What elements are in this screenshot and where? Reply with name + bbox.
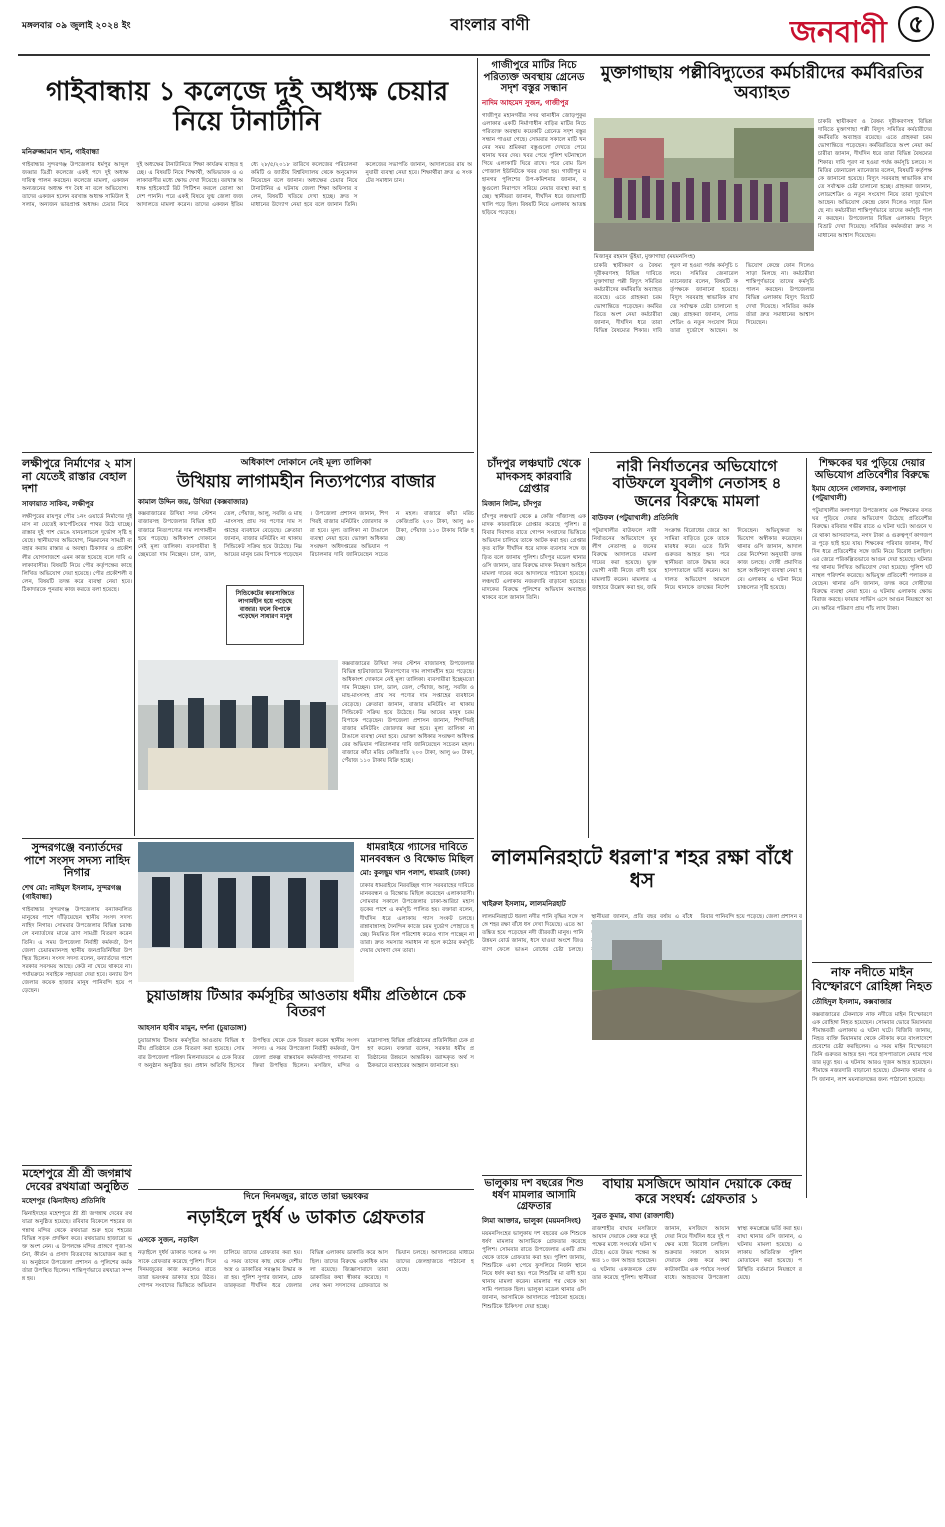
photo-caption: মিজানুর রহমান ভুঁইয়া, মুক্তাগাছা (ময়মনসিংহ) [594,254,696,260]
byline: বাউফল (পটুয়াখালী) প্রতিনিধি [592,513,679,522]
photo-cheque-ceremony [138,842,354,982]
headline: মুক্তাগাছায় পল্লীবিদ্যুতের কর্মচারীদের কর্মবিরতির অব্যাহত [600,63,924,103]
headline: বাঘায় মসজিদে আযান দেয়াকে কেন্দ্র করে সংঘর্ষ: গ্রেফতার ১ [602,1177,792,1207]
article-maheshpur [22,1168,132,1518]
pullquote: সিন্ডিকেটের কারসাজিতে লাগামহীন হয়ে পড়েছে বাজার। ফলে বিপাকে পড়েছেন সাধারণ মানুষ [235,590,295,621]
headline: শিক্ষকের ঘর পুড়িয়ে দেয়ার অভিযোগ প্রতিবেশীর বিরুদ্ধে [814,458,930,481]
byline: শেখ মো: নাঈমুল ইসলাম, সুন্দরগঞ্জ (গাইবান্ধা) [22,883,122,902]
body: ঢাকার ধামরাইয়ে নিরবচ্ছিন্ন গ্যাস সরবরাহের দাবিতে মানববন্ধন ও বিক্ষোভ মিছিল করেছেন এলাকাবাসী। সোমবার সকালে উপজেলার ঢাকা-আরিচা মহাসড়কের পাশে এ কর্মসূচি পালিত হয়। বক্তারা বলেন, দীর্ঘদিন ধরে এলাকায় গ্যাস সংকট চলছে। রান্নাবান্নাসহ দৈনন্দিন কাজে চরম দুর্ভোগ পোহাতে হচ্ছে। নিয়মিত বিল পরিশোধ করেও গ্যাস পাচ্ছেন না তারা। দ্রুত সমস্যার সমাধান না হলে কঠোর কর্মসূচি দেয়ার ঘোষণা দেন তারা। [360,883,476,954]
body-continued: কক্সবাজারের উখিয়া সদর স্টেশন বাজারসহ উপজেলার বিভিন্ন হাটবাজারে নিত্যপণ্যের দাম লাগামহীন হয়ে পড়েছে। অধিকাংশ দোকানে নেই মূল্য তালিকা। ব্যবসায়ীরা ইচ্ছেমতো দাম নিচ্ছেন। চাল, ডাল, তেল, পেঁয়াজ, আলু, সবজি ও মাছ-মাংসসহ প্রায় সব পণ্যের দাম সপ্তাহের ব্যবধানে বেড়েছে। ক্রেতারা জানান, বাজার মনিটরিং না থাকায় সিন্ডিকেট সক্রিয় হয়ে উঠেছে। নিম্ন আয়ের মানুষ চরম বিপাকে পড়েছেন। উপজেলা প্রশাসন জানান, শিগগিরই বাজার মনিটরিং জোরদার করা হবে। মূল্য তালিকা না টাঙালে ব্যবস্থা নেয়া হবে। ভোক্তা অধিকার সংরক্ষণ অধিদপ্তরের অভিযান পরিচালনার দাবি জানিয়েছেন সচেতন মহল। বাজারে কাঁচা মরিচ কেজিপ্রতি ২০০ টাকা, আলু ৬০ টাকা, পেঁয়াজ ১১০ টাকায় বিক্রি হচ্ছে। [342,661,476,765]
byline: মহেশপুর (ঝিনাইদহ) প্রতিনিধি [22,1197,106,1206]
article-naf-river [812,966,932,1516]
divider [22,452,474,453]
byline: কামাল উদ্দিন জয়, উখিয়া (কক্সবাজার) [138,498,249,507]
article-gaibandha [22,60,472,450]
divider [22,838,474,839]
byline: তৌহিদুল ইসলাম, কক্সবাজার [812,997,892,1006]
article-chandpur [482,458,586,838]
byline: লিমা আক্তার, ভালুকা (ময়মনসিংহ) [482,1216,582,1225]
body: ময়মনসিংহের ভালুকায় দশ বছরের এক শিশুকে ধর্ষণ মামলার আসামিকে গ্রেফতার করেছে পুলিশ। সোমবার রাতে উপজেলার একটি গ্রাম থেকে তাকে গ্রেফতার করা হয়। পুলিশ জানায়, শিশুটিকে একা পেয়ে ফুসলিয়ে নির্জন স্থানে নিয়ে ধর্ষণ করা হয়। পরে শিশুটির মা বাদী হয়ে থানায় মামলা করেন। মামলার পর থেকে আসামি পলাতক ছিল। ভালুকা মডেল থানার ওসি জানান, আসামিকে আদালতে পাঠানো হয়েছে। শিশুটিকে চিকিৎসা দেয়া হচ্ছে। [482,1230,588,1310]
byline: সাফায়াত সাকিব, লক্ষীপুর [22,499,94,508]
headline: ভালুকায় দশ বছরের শিশু ধর্ষণ মামলার আসামি গ্রেফতার [484,1178,584,1212]
headline: সুন্দরগঞ্জে বন্যার্তদের পাশে সংসদ সদস্য নাহিদ নিগার [23,841,131,880]
body: ঝিনাইদহের মহেশপুরে শ্রী শ্রী জগন্নাথ দেবের রথযাত্রা অনুষ্ঠিত হয়েছে। রবিবার বিকেলে শহরের জগন্নাথ মন্দির থেকে রথযাত্রা শুরু হয়ে শহরের বিভিন্ন সড়ক প্রদক্ষিণ করে। রথযাত্রায় হাজারো ভক্ত অংশ নেন। এ উপলক্ষে মন্দির প্রাঙ্গণে পূজা-অর্চনা, কীর্তন ও প্রসাদ বিতরণের আয়োজন করা হয়। অনুষ্ঠানে উপজেলা প্রশাসন ও পুলিশের কর্মকর্তারা উপস্থিত ছিলেন। শান্তিপূর্ণভাবে রথযাত্রা সম্পন্ন হয়। [22,1211,134,1283]
article-bauphal [592,458,802,838]
body: কক্সবাজারের টেকনাফে নাফ নদীতে মাইন বিস্ফোরণে এক রোহিঙ্গা নিহত হয়েছেন। সোমবার ভোরে মিয়ানমার সীমান্তবর্তী এলাকায় এ ঘটনা ঘটে। বিজিবি জানায়, নিহত ব্যক্তি মিয়ানমার থেকে নৌকায় করে বাংলাদেশে প্রবেশের চেষ্টা করছিলেন। এ সময় মাইন বিস্ফোরণে তিনি গুরুতর আহত হন। পরে হাসপাতালে নেয়ার পথে তার মৃত্যু হয়। এ ঘটনায় আরও দুজন আহত হয়েছেন। সীমান্তে নজরদারি বাড়ানো হয়েছে। টেকনাফ থানার ওসি জানান, লাশ ময়নাতদন্তের জন্য পাঠানো হয়েছে। [812,1011,934,1083]
article-sundarganj [22,842,132,1162]
article-lakshmipur [22,458,132,833]
body: গাইবান্ধার সুন্দরগঞ্জ উপজেলার ধর্মপুর আব্দুল জব্বার ডিগ্রী কলেজে একই পদে দুই অধ্যক্ষ দায়িত্ব পালন করছেন। কলেজে মামলা, একজন অন্যজনের অধ্যক্ষ পদ বৈধ না বলে অভিযোগ। তাদের একজন হলেন বরখাস্ত অধ্যক্ষ সামিউল ইসলাম, অন্যজন ভারপ্রাপ্ত অধ্যক্ষ। চেয়ার নিয়ে দুই অধ্যক্ষের টানাটানিতে শিক্ষা কার্যক্রম ব্যাহত হচ্ছে। এ বিষয়টি নিয়ে শিক্ষার্থী, অভিভাবক ও এলাকাবাসীর মধ্যে ক্ষোভ দেখা দিয়েছে। বরখাস্ত অধ্যক্ষ হাইকোর্টে রিট পিটিশন করলে তোলা আদেশ পাননি। পরে একই বিষয়ে যুগ্ম জেলা জজ আদালতে মামলা করেন। তাদের একজন ইতিমধ্যে ২৮/৫/২০১৮ তারিখে কলেজের পরিচালনা কমিটি ও জাতীয় বিশ্ববিদ্যালয় থেকে অনুমোদন নিয়েছেন বলে জানান। অধ্যক্ষের চেয়ার নিয়ে টানাটানির এ ঘটনায় জেলা শিক্ষা অফিসার বলেন, বিষয়টি খতিয়ে দেখা হচ্ছে। দ্রুত সমাধানের উদ্যোগ নেয়া হবে বলে জানান তিনি। কলেজের সভাপতি জানান, আদালতের রায় অনুযায়ী ব্যবস্থা নেয়া হবে। শিক্ষার্থীরা দ্রুত এ সংকটের সমাধান চান। [22,161,472,209]
byline: সুব্রত কুমার, বাঘা (রাজশাহী) [592,1211,675,1220]
headline: নারী নির্যাতনের অভিযোগে বাউফলে যুবলীগ নেতাসহ ৪ জনের বিরুদ্ধে মামলা [612,457,782,510]
byline: ইমাম হোসেন গোলদার, কলাপাড়া (পটুয়াখালী) [812,485,906,503]
photo-protest-line [594,118,814,251]
headline: নাফ নদীতে মাইন বিস্ফোরণে রোহিঙ্গা নিহত [812,965,933,993]
issue-date: মঙ্গলবার ০৯ জুলাই ২০২৪ ইং [22,21,131,31]
page-number: ৫ [898,6,934,42]
headline: লক্ষীপুরে নির্মাণের ২ মাস না যেতেই রাস্তার বেহাল দশা [22,457,132,496]
body: গাজীপুর মহানগরীর সদর থানাধীন জোড়পুকুর এলাকার একটি নির্মাণাধীন বাড়ির মাটির নিচে পরিত্যক্ত অবস্থায় কয়েকটি গ্রেনেড সদৃশ বস্তুর সন্ধান পাওয়া গেছে। সোমবার সকালে মাটি খননের সময় শ্রমিকরা বস্তুগুলো দেখতে পেয়ে থানায় খবর দেয়। খবর পেয়ে পুলিশ ঘটনাস্থলে গিয়ে এলাকাটি ঘিরে রাখে। পরে বোম ডিসপোজাল ইউনিটকে খবর দেয়া হয়। গাজীপুর মহানগর পুলিশের উপ-কমিশনার জানান, বস্তুগুলো নিরাপদে সরিয়ে নেয়ার ব্যবস্থা করা হচ্ছে। স্থানীয়রা জানান, দীর্ঘদিন ধরে জায়গাটি খালি পড়ে ছিল। বিষয়টি নিয়ে এলাকায় আতঙ্ক ছড়িয়ে পড়েছে। [482,112,588,216]
body: রাজশাহীর বাঘায় মসজিদে আযান দেয়াকে কেন্দ্র করে দুই পক্ষের মধ্যে সংঘর্ষের ঘটনা ঘটেছে। এতে উভয় পক্ষের অন্তত ১০ জন আহত হয়েছেন। এ ঘটনায় একজনকে গ্রেফতার করেছে পুলিশ। স্থানীয়রা জানান, মসজিদে আযান দেয়া নিয়ে দীর্ঘদিন ধরে দুই পক্ষের মধ্যে বিরোধ চলছিল। শুক্রবার সকালে আযান দেয়াকে কেন্দ্র করে কথা কাটাকাটির এক পর্যায়ে সংঘর্ষ বাধে। আহতদের উপজেলা স্বাস্থ্য কমপ্লেক্সে ভর্তি করা হয়। বাঘা থানার ওসি জানান, এ ঘটনায় মামলা হয়েছে। এলাকায় অতিরিক্ত পুলিশ মোতায়েন করা হয়েছে। পরিস্থিতি বর্তমানে নিয়ন্ত্রণে রয়েছে। [592,1225,804,1281]
headline: গাইবান্ধায় ১ কলেজে দুই অধ্যক্ষ চেয়ার নিয়ে টানাটানি [45,77,449,137]
divider [477,58,478,938]
section-title: বাংলার বাণী [450,15,530,34]
body: লালমনিরহাটে ধরলা নদীর পানি বৃদ্ধির সঙ্গে সঙ্গে শহর রক্ষা বাঁধে ধস দেখা দিয়েছে। এতে আতঙ্কিত হয়ে পড়েছেন নদী তীরবর্তী মানুষ। পানি উন্নয়ন বোর্ড জানায়, ধসে যাওয়া অংশে জিওব্যাগ ফেলে ভাঙন রোধের চেষ্টা চলছে। স্থানীয়রা জানান, প্রতি বছর বর্ষায় এ বাঁধে রিবার পানিবন্দি হয়ে পড়েছে। জেলা প্রশাসন ব [482,914,802,953]
byline: খাইরুল ইসলাম, লালমনিরহাট [482,900,566,908]
masthead [0,0,945,62]
body: কক্সবাজারের উখিয়া সদর স্টেশন বাজারসহ উপজেলার বিভিন্ন হাটবাজারে নিত্যপণ্যের দাম লাগামহীন হয়ে পড়েছে। অধিকাংশ দোকানে নেই মূল্য তালিকা। ব্যবসায়ীরা ইচ্ছেমতো দাম নিচ্ছেন। চাল, ডাল, তেল, পেঁয়াজ, আলু, সবজি ও মাছ-মাংসসহ প্রায় সব পণ্যের দাম সপ্তাহের ব্যবধানে বেড়েছে। ক্রেতারা জানান, বাজার মনিটরিং না থাকায় সিন্ডিকেট সক্রিয় হয়ে উঠেছে। নিম্ন আয়ের মানুষ চরম বিপাকে পড়েছেন। উপজেলা প্রশাসন জানান, শিগগিরই বাজার মনিটরিং জোরদার করা হবে। মূল্য তালিকা না টাঙালে ব্যবস্থা নেয়া হবে। ভোক্তা অধিকার সংরক্ষণ অধিদপ্তরের অভিযান পরিচালনার দাবি জানিয়েছেন সচেতন মহল। বাজারে কাঁচা মরিচ কেজিপ্রতি ২০০ টাকা, আলু ৬০ টাকা, পেঁয়াজ ১১০ টাকায় বিক্রি হচ্ছে। [138,511,476,558]
photo-market-meeting [138,660,338,790]
body: গাইবান্ধার সুন্দরগঞ্জ উপজেলায় বন্যাকবলিত মানুষের পাশে দাঁড়িয়েছেন স্থানীয় সংসদ সদস্য নাহিদ নিগার। সোমবার উপজেলার বিভিন্ন চরাঞ্চলে বন্যার্তদের মাঝে ত্রাণ সামগ্রী বিতরণ করেন তিনি। এ সময় উপজেলা নির্বাহী কর্মকর্তা, উপজেলা চেয়ারম্যানসহ স্থানীয় জনপ্রতিনিধিরা উপস্থিত ছিলেন। সংসদ সদস্য বলেন, বন্যার্তদের পাশে সরকার সবসময় আছে। কেউ না খেয়ে থাকবে না। পর্যায়ক্রমে সবাইকে সহায়তা দেয়া হবে। বন্যায় উপজেলার কয়েক হাজার মানুষ পানিবন্দি হয়ে পড়েছেন। [22,907,134,995]
divider [134,458,135,836]
byline: মনিরুজ্জামান খান, গাইবান্ধা [22,147,100,156]
headline: চাঁদপুর লঞ্চঘাট থেকে মাদকসহ কারবারি গ্রেপ্তার [487,457,581,496]
divider [590,452,932,453]
body: চাঁদপুর লঞ্চঘাট থেকে ৪ কেজি গাঁজাসহ এক মাদক কারবারিকে গ্রেপ্তার করেছে পুলিশ। রবিবার দিবাগত রাতে গোপন সংবাদের ভিত্তিতে অভিযান চালিয়ে তাকে আটক করা হয়। গ্রেপ্তারকৃত ব্যক্তি দীর্ঘদিন ধরে মাদক ব্যবসার সঙ্গে জড়িত বলে জানায় পুলিশ। চাঁদপুর মডেল থানার ওসি জানান, তার বিরুদ্ধে মাদক নিয়ন্ত্রণ আইনে মামলা দায়ের করে আদালতে পাঠানো হয়েছে। লঞ্চঘাট এলাকায় নজরদারি বাড়ানো হয়েছে। মাদকের বিরুদ্ধে পুলিশের অভিযান অব্যাহত থাকবে বলে জানান তিনি। [482,514,588,602]
divider [22,1165,132,1166]
article-chuadanga [138,988,474,1188]
headline: ধামরাইয়ে গ্যাসের দাবিতে মানববন্ধন ও বিক্ষোভ মিছিল [360,842,474,865]
byline: মো: কুলছুম খান পলাশ, ধামরাই (ঢাকা) [360,869,471,877]
headline: উখিয়ায় লাগামহীন নিত্যপণ্যের বাজার [176,471,436,492]
body: চাকরি স্থায়ীকরণ ও বৈষম্য দূরীকরণসহ বিভিন্ন দাবিতে মুক্তাগাছা পল্লী বিদ্যুৎ সমিতির কর্মচারীদের কর্মবিরতি অব্যাহত রয়েছে। এতে গ্রাহকরা চরম ভোগান্তিতে পড়েছেন। কর্মবিরতিতে অংশ নেয়া কর্মচারীরা জানান, দীর্ঘদিন ধরে তারা বিভিন্ন বৈষম্যের শিকার। দাবি পূরণ না হওয়া পর্যন্ত কর্মসূচি চলবে। সমিতির জেনারেল ম্যানেজার বলেন, বিষয়টি কর্তৃপক্ষকে জানানো হয়েছে। বিদ্যুৎ সরবরাহ স্বাভাবিক রাখতে সর্বাত্মক চেষ্টা চালানো হচ্ছে। গ্রাহকরা জানান, লোডশেডিং ও নতুন সংযোগ নিয়ে তারা দুর্ভোগে আছেন। অভিযোগ কেন্দ্রে ফোন দিলেও সাড়া মিলছে না। কর্মচারীরা শান্তিপূর্ণভাবে তাদের কর্মসূচি পালন করছেন। উপজেলার বিভিন্ন এলাকায় বিদ্যুৎ বিভ্রাট দেখা দিয়েছে। সমিতির কর্মকর্তারা দ্রুত সমাধানের আশ্বাস দিয়েছেন। [818,119,934,239]
masthead-rule [18,54,930,56]
body: লক্ষীপুরের রায়পুর পৌর ১নং ওয়ার্ডে নির্মাণের দুই মাস না যেতেই কার্পেটিংয়ের পাথর উঠে যাচ্ছে। রাস্তার দুই পাশ ভেঙে যানচলাচলে দুর্ভোগ সৃষ্টি হয়েছে। স্থানীয়দের অভিযোগ, নিম্নমানের সামগ্রী ব্যবহার করায় রাস্তার এ অবস্থা। ঠিকাদার ও প্রকৌশলীর যোগসাজশে এমন কাজ হয়েছে বলে দাবি এলাকাবাসীর। বিষয়টি নিয়ে পৌর কর্তৃপক্ষের কাছে লিখিত অভিযোগ দেয়া হয়েছে। পৌর প্রকৌশলী বলেন, বিষয়টি তদন্ত করে ব্যবস্থা নেয়া হবে। ঠিকাদারকে পুনরায় কাজ করতে বলা হয়েছে। [22,514,134,593]
body: চুয়াডাঙ্গায় টিআর কর্মসূচির আওতায় বিভিন্ন ধর্মীয় প্রতিষ্ঠানে চেক বিতরণ করা হয়েছে। সোমবার উপজেলা পরিষদ মিলনায়তনে এ চেক বিতরণ অনুষ্ঠান অনুষ্ঠিত হয়। প্রধান অতিথি হিসেবে উপস্থিত থেকে চেক বিতরণ করেন স্থানীয় সংসদ সদস্য। এ সময় উপজেলা নির্বাহী কর্মকর্তা, উপজেলা প্রকল্প বাস্তবায়ন কর্মকর্তাসহ গণ্যমান্য ব্যক্তিরা উপস্থিত ছিলেন। মসজিদ, মন্দির ও মাদ্রাসাসহ বিভিন্ন প্রতিষ্ঠানের প্রতিনিধিরা চেক গ্রহণ করেন। বক্তারা বলেন, সরকার ধর্মীয় প্রতিষ্ঠানের উন্নয়নে আন্তরিক। বরাদ্দকৃত অর্থ সঠিকভাবে ব্যবহারের আহ্বান জানানো হয়। [138,1038,474,1069]
byline: মিজান লিটন, চাঁদপুর [482,499,542,508]
body-continued: চাকরি স্থায়ীকরণ ও বৈষম্য দূরীকরণসহ বিভিন্ন দাবিতে মুক্তাগাছা পল্লী বিদ্যুৎ সমিতির কর্মচারীদের কর্মবিরতি অব্যাহত রয়েছে। এতে গ্রাহকরা চরম ভোগান্তিতে পড়েছেন। কর্মবিরতিতে অংশ নেয়া কর্মচারীরা জানান, দীর্ঘদিন ধরে তারা বিভিন্ন বৈষম্যের শিকার। দাবি পূরণ না হওয়া পর্যন্ত কর্মসূচি চলবে। সমিতির জেনারেল ম্যানেজার বলেন, বিষয়টি কর্তৃপক্ষকে জানানো হয়েছে। বিদ্যুৎ সরবরাহ স্বাভাবিক রাখতে সর্বাত্মক চেষ্টা চালানো হচ্ছে। গ্রাহকরা জানান, লোডশেডিং ও নতুন সংযোগ নিয়ে তারা দুর্ভোগে আছেন। অভিযোগ কেন্দ্রে ফোন দিলেও সাড়া মিলছে না। কর্মচারীরা শান্তিপূর্ণভাবে তাদের কর্মসূচি পালন করছেন। উপজেলার বিভিন্ন এলাকায় বিদ্যুৎ বিভ্রাট দেখা দিয়েছে। সমিতির কর্মকর্তারা দ্রুত সমাধানের আশ্বাস দিয়েছেন। [594,263,816,334]
byline: আহসান হাবীব মামুন, দর্শনা (চুয়াডাঙ্গা) [138,1024,247,1033]
kicker: অধিকাংশ দোকানে নেই মূল্য তালিকা [240,458,372,468]
headline: নড়াইলে দুর্ধর্ষ ৬ ডাকাত গ্রেফতার [187,1206,425,1228]
body: পটুয়াখালীর বাউফলে নারী নির্যাতনের অভিযোগে যুবলীগ নেতাসহ ৪ জনের বিরুদ্ধে আদালতে মামলা দায়ের করা হয়েছে। ভুক্তভোগী নারী নিজে বাদী হয়ে মামলাটি করেন। মামলার এজাহারে উল্লেখ করা হয়, জমি সংক্রান্ত বিরোধের জেরে আসামিরা বাড়িতে ঢুকে তাকে মারধর করে। এতে তিনি গুরুতর আহত হন। পরে স্থানীয়রা তাকে উদ্ধার করে হাসপাতালে ভর্তি করেন। আদালত অভিযোগ আমলে নিয়ে থানাকে তদন্তের নির্দেশ দিয়েছেন। অভিযুক্তরা অভিযোগ অস্বীকার করেছেন। থানার ওসি জানান, আদালতের নির্দেশনা অনুযায়ী তদন্ত কাজ চলছে। দোষী প্রমাণিত হলে আইনানুগ ব্যবস্থা নেয়া হবে। এলাকায় এ ঘটনা নিয়ে চাঞ্চল্যের সৃষ্টি হয়েছে। [592,527,804,591]
divider [812,962,932,963]
kicker: দিনে দিনমজুর, রাতে তারা ভয়ংকর [243,1192,369,1202]
article-kalapara [812,458,932,958]
article-gazipur [482,60,586,450]
headline: লালমনিরহাটে ধরলা'র শহর রক্ষা বাঁধে ধস [491,845,793,892]
divider [482,1175,802,1176]
article-narail [138,1192,474,1517]
body: নড়াইলে দুর্ধর্ষ ডাকাত দলের ৬ সদস্যকে গ্রেফতার করেছে পুলিশ। দিনে দিনমজুরের কাজ করলেও রাতে তারা ভয়ংকর ডাকাত হয়ে উঠত। গোপন সংবাদের ভিত্তিতে অভিযান চালিয়ে তাদের গ্রেফতার করা হয়। এ সময় তাদের কাছ থেকে দেশীয় অস্ত্র ও ডাকাতির সরঞ্জাম উদ্ধার করা হয়। পুলিশ সুপার জানান, গ্রেফতারকৃতরা দীর্ঘদিন ধরে জেলার বিভিন্ন এলাকায় ডাকাতি করে আসছিল। তাদের বিরুদ্ধে একাধিক মামলা রয়েছে। জিজ্ঞাসাবাদে তারা ডাকাতির কথা স্বীকার করেছে। দলের অন্য সদস্যদের গ্রেফতারে অভিযান চলছে। আদালতের মাধ্যমে তাদের জেলহাজতে পাঠানো হয়েছে। [138,1250,476,1289]
byline: এসকে সুজন, নড়াইল [138,1236,199,1245]
divider [588,458,589,838]
body: পটুয়াখালীর কলাপাড়া উপজেলায় এক শিক্ষকের বসতঘর পুড়িয়ে দেয়ার অভিযোগ উঠেছে প্রতিবেশীর বিরুদ্ধে। রবিবার গভীর রাতে এ ঘটনা ঘটে। আগুনে ঘরে থাকা আসবাবপত্র, নগদ টাকা ও গুরুত্বপূর্ণ কাগজপত্র পুড়ে ছাই হয়ে যায়। শিক্ষকের পরিবার জানান, দীর্ঘদিন ধরে প্রতিবেশীর সঙ্গে জমি নিয়ে বিরোধ চলছিল। এর জেরে পরিকল্পিতভাবে আগুন দেয়া হয়েছে। ঘটনার পর থানায় লিখিত অভিযোগ দেয়া হয়েছে। পুলিশ ঘটনাস্থল পরিদর্শন করেছে। অভিযুক্ত প্রতিবেশী পলাতক রয়েছেন। থানার ওসি জানান, তদন্ত করে দোষীদের বিরুদ্ধে ব্যবস্থা নেয়া হবে। এ ঘটনায় এলাকায় ক্ষোভ বিরাজ করছে। ফায়ার সার্ভিস এসে আগুন নিয়ন্ত্রণে আনে। ক্ষতির পরিমাণ প্রায় পাঁচ লাখ টাকা। [812,508,934,612]
pullquote-box [226,585,304,645]
headline: মহেশপুরে শ্রী শ্রী জগন্নাথ দেবের রথযাত্রা অনুষ্ঠিত [22,1167,132,1193]
divider [806,458,807,1198]
headline: গাজীপুরে মাটির নিচে পরিত্যক্ত অবস্থায় গ্রেনেড সদৃশ বস্তুর সন্ধান [483,60,585,94]
article-bagha [592,1178,802,1518]
headline: চুয়াডাঙ্গায় টিআর কর্মসূচির আওতায় ধর্মীয় প্রতিষ্ঠানে চেক বিতরণ [146,988,466,1021]
photo-flood-embankment [592,920,802,1040]
divider [138,1189,474,1190]
byline: নাদিম আহমেদ সুজন, গাজীপুর [482,98,569,107]
newspaper-logo: জনবাণী [790,15,887,50]
article-bhaluka [482,1178,586,1518]
